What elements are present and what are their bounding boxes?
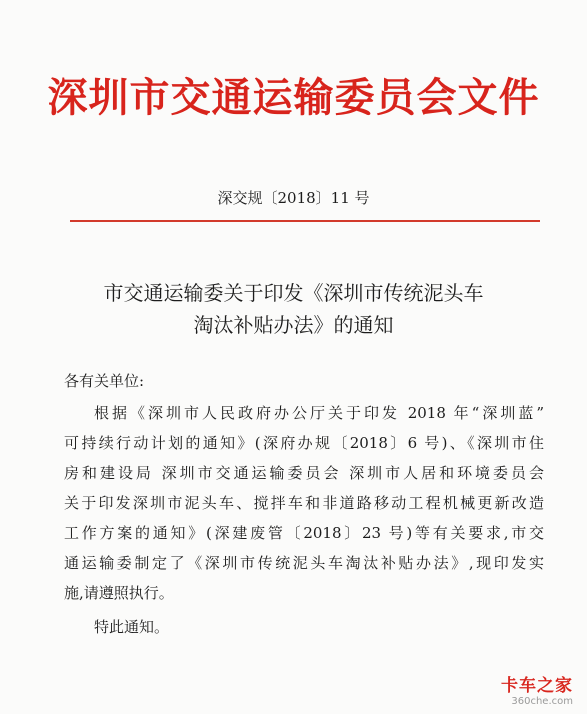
body-line-2: 可持续行动计划的通知》(深府办规〔2018〕6 号)、《深圳市住 — [64, 434, 544, 452]
notice-title-line-2: 淘汰补贴办法》的通知 — [193, 313, 394, 337]
body-line-3: 房和建设局 深圳市交通运输委员会 深圳市人居和环境委员会 — [64, 464, 544, 482]
body-line-5: 工作方案的通知》(深建废管〔2018〕23 号)等有关要求,市交 — [64, 524, 544, 542]
issuing-authority-header: 深圳市交通运输委员会文件 — [47, 75, 540, 121]
document-number: 深交规〔2018〕11 号 — [217, 189, 370, 207]
watermark-site: 360che.com — [511, 696, 573, 707]
salutation: 各有关单位: — [64, 372, 145, 390]
watermark-brand: 卡车之家 — [501, 676, 573, 696]
site-watermark — [501, 676, 573, 708]
body-line-6: 通运输委制定了《深圳市传统泥头车淘汰补贴办法》,现印发实 — [64, 554, 544, 572]
body-line-7: 施,请遵照执行。 — [64, 584, 174, 602]
body-line-1: 根据《深圳市人民政府办公厅关于印发 2018 年“深圳蓝” — [94, 404, 544, 422]
red-separator-line — [70, 220, 540, 222]
body-line-4: 关于印发深圳市泥头车、搅拌车和非道路移动工程机械更新改造 — [64, 494, 544, 512]
closing-remark: 特此通知。 — [94, 618, 170, 636]
notice-title-line-1: 市交通运输委关于印发《深圳市传统泥头车 — [103, 281, 484, 305]
